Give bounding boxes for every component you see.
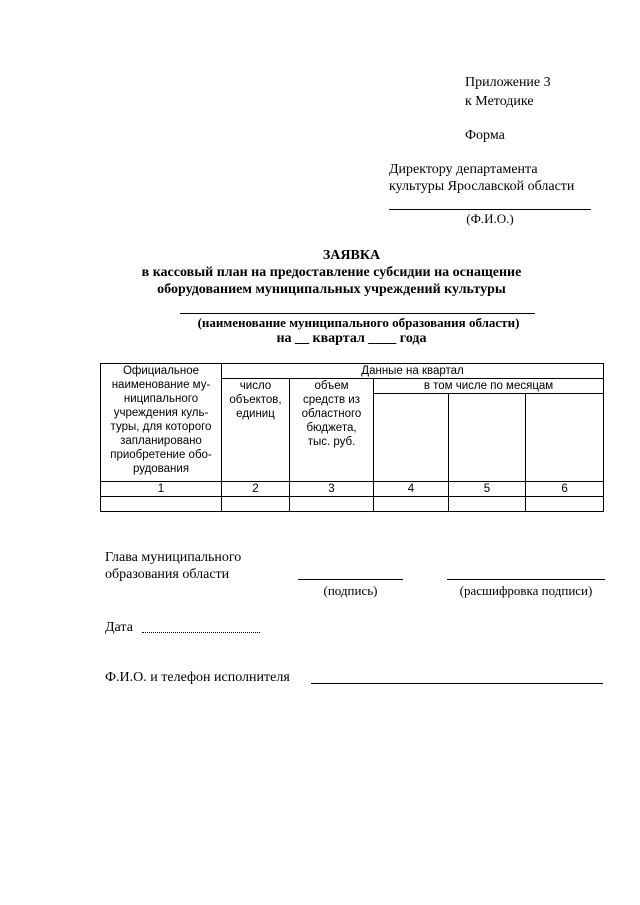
column-number: 4 xyxy=(374,482,449,497)
executor-underline xyxy=(311,683,603,684)
table-cell xyxy=(290,497,374,512)
municipality-caption: (наименование муниципального образования области) xyxy=(197,315,520,330)
column-number: 5 xyxy=(449,482,526,497)
quarter-line: на __ квартал ____ года xyxy=(276,331,427,346)
col-budget-header: объем средств из областного бюджета, тыс. руб. xyxy=(290,379,374,482)
municipality-underline xyxy=(180,313,535,314)
column-number: 3 xyxy=(290,482,374,497)
request-subtitle-2: оборудованием муниципальных учреждений культуры xyxy=(157,282,506,297)
addressee-line-1: Директору департамента xyxy=(389,162,538,177)
month-2-header xyxy=(449,394,526,482)
addressee-line-2: культуры Ярославской области xyxy=(389,179,575,194)
table-row xyxy=(101,497,604,512)
column-number: 1 xyxy=(101,482,222,497)
fio-caption: (Ф.И.О.) xyxy=(466,211,514,226)
signature-caption: (подпись) xyxy=(323,583,378,598)
month-3-header xyxy=(526,394,604,482)
column-number: 2 xyxy=(222,482,290,497)
table-cell xyxy=(374,497,449,512)
head-label-2: образования области xyxy=(105,567,230,582)
column-numbers-row xyxy=(101,482,604,497)
table-cell xyxy=(449,497,526,512)
table-cell xyxy=(222,497,290,512)
head-label-1: Глава муниципального xyxy=(105,550,242,565)
col-objects-header: число объектов, единиц xyxy=(222,379,290,482)
date-label: Дата xyxy=(105,620,133,635)
quarter-data-header: Данные на квартал xyxy=(222,364,604,379)
date-underline xyxy=(142,632,260,633)
method-label: к Методике xyxy=(465,94,534,109)
fio-underline xyxy=(389,209,591,210)
month-1-header xyxy=(374,394,449,482)
request-table xyxy=(100,363,604,512)
form-label: Форма xyxy=(465,128,505,143)
decode-caption: (расшифровка подписи) xyxy=(459,583,593,598)
appendix-label: Приложение 3 xyxy=(465,75,551,90)
table-cell xyxy=(526,497,604,512)
decode-underline xyxy=(447,579,605,580)
request-subtitle-1: в кассовый план на предоставление субсидии на оснащение xyxy=(141,265,522,280)
column-number: 6 xyxy=(526,482,604,497)
months-header: в том числе по месяцам xyxy=(374,379,604,394)
signature-underline xyxy=(298,579,403,580)
col-institution-header: Официальное наименование му- ниципального учреждения куль- туры, для которого запланировано приобретение обо- рудования xyxy=(101,364,222,482)
executor-label: Ф.И.О. и телефон исполнителя xyxy=(105,670,290,685)
table-cell xyxy=(101,497,222,512)
request-title: ЗАЯВКА xyxy=(322,248,381,263)
